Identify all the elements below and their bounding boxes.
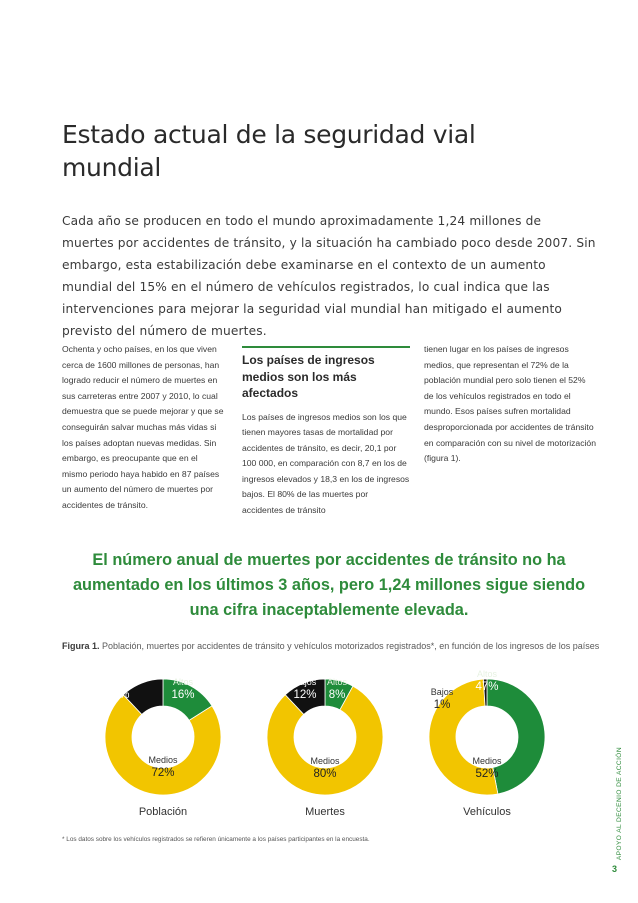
slice-name-label: Bajos	[293, 677, 317, 687]
sidebar-box	[242, 346, 410, 519]
side-label-text: APOYO AL DECENIO DE ACCIÓN	[615, 746, 623, 860]
page-title: Estado actual de la seguridad vial mundial	[62, 120, 476, 182]
slice-name-label: Bajos	[430, 687, 454, 697]
footnote: * Los datos sobre los vehículos registrados se refieren únicamente a los países participantes en la encuesta.	[62, 836, 370, 843]
highlight-quote: El número anual de muertes por accidentes de tránsito no ha aumentado en los últimos 3 años, pero 1,24 millones sigue siendo una cifra inaceptablemente elevada.	[72, 551, 586, 619]
figure-label: Figura 1.	[62, 641, 100, 651]
chart-title: Población	[138, 806, 188, 818]
slice-name-label: Bajos	[106, 677, 130, 687]
slice-value-label: 80%	[313, 768, 337, 780]
body-column-right: tienen lugar en los países de ingresos medios, que representan el 72% de la población mundial pero solo tienen el 52% de los vehículos registrados en todo el mundo. Esos países sufren mortalidad desproporcionada por accidentes de tránsito en comparación con su nivel de motorización (figura 1).	[424, 344, 596, 464]
slice-name-label: Medios	[472, 756, 502, 766]
sidebar-heading: Los países de ingresos medios son los más afectados	[242, 353, 375, 400]
slice-value-label: 12%	[293, 689, 317, 701]
donut-charts	[0, 660, 638, 840]
slice-name-label: Altos	[476, 669, 498, 679]
slice-value-label: 47%	[475, 681, 499, 693]
chart-title: Muertes	[305, 806, 345, 818]
slice-name-label: Altos	[326, 677, 348, 687]
page-number: 3	[612, 864, 618, 874]
lead-paragraph: Cada año se producen en todo el mundo aproximadamente 1,24 millones de muertes por accidentes de tránsito, y la situación ha cambiado poco desde 2007. Sin embargo, esta estabilización debe examinarse en el contexto de un aumento mundial del 15% en el número de vehículos registrados, lo cual indica que las intervenciones para mejorar la seguridad vial mundial han mitigado el aumento previsto del número de muertes.	[62, 214, 596, 338]
figure-caption	[62, 640, 602, 653]
body-column-left: Ochenta y ocho países, en los que viven cerca de 1600 millones de personas, han logrado reducir el número de muertes en sus carreteras entre 2007 y 2010, lo cual demuestra que se puede mejorar y que se conseguirán salvar muchas más vidas si los países adoptan nuevas medidas. Sin embargo, es preocupante que en el mismo periodo haya habido en 87 países un aumento del número de muertes por accidentes de tránsito.	[62, 344, 224, 510]
slice-name-label: Medios	[148, 755, 178, 765]
slice-value-label: 52%	[475, 768, 499, 780]
side-label	[612, 730, 626, 860]
figure-caption-text: Población, muertes por accidentes de tránsito y vehículos motorizados registrados*, en función de los ingresos de los países	[102, 641, 600, 651]
sidebar-text: Los países de ingresos medios son los que tienen mayores tasas de mortalidad por accidentes de tránsito, es decir, 20,1 por 100 000, en comparación con 8,7 en los de ingresos elevados y 18,3 en los de ingresos bajos. El 80% de las muertes por accidentes de tránsito	[242, 411, 410, 516]
slice-value-label: 72%	[151, 767, 175, 779]
slice-name-label: Altos	[172, 677, 194, 687]
slice-value-label: 16%	[171, 689, 195, 701]
slice-value-label: 12%	[106, 689, 130, 701]
slice-value-label: 8%	[328, 689, 346, 701]
slice-value-label: 1%	[433, 699, 451, 711]
slice-name-label: Medios	[310, 756, 340, 766]
chart-title: Vehículos	[463, 806, 511, 818]
